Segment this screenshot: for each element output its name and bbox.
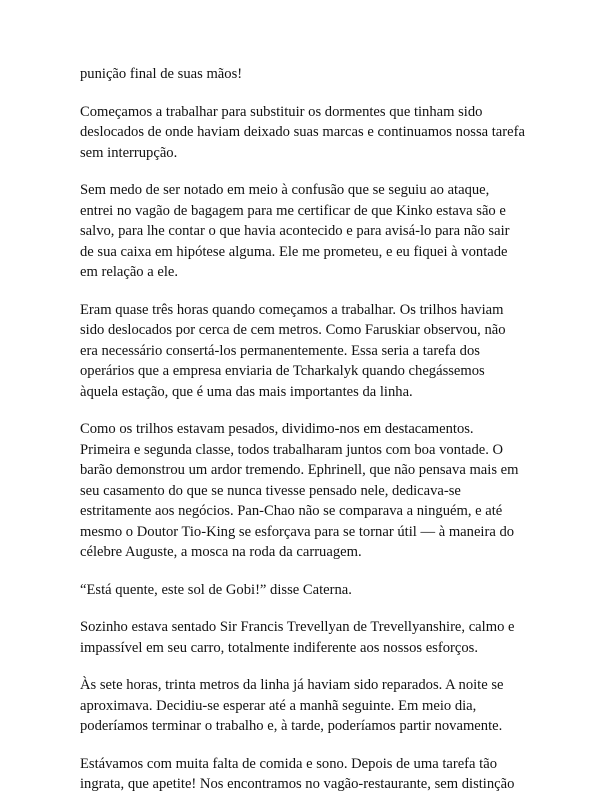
paragraph: Sozinho estava sentado Sir Francis Trevellyan de Trevellyanshire, calmo e impassível em seu carro, totalmente indiferente aos nossos esforços. [80, 619, 515, 656]
paragraph: “Está quente, este sol de Gobi!” disse Caterna. [80, 581, 352, 598]
paragraph: Estávamos com muita falta de comida e sono. Depois de uma tarefa tão ingrata, que apetite! Nos encontramos no vagão-restaurante, sem distinção [80, 755, 515, 792]
paragraph: Começamos a trabalhar para substituir os dormentes que tinham sido deslocados de onde haviam deixado suas marcas e continuamos nossa tarefa sem interrupção. [80, 103, 525, 161]
document-page [80, 64, 540, 812]
paragraph: Como os trilhos estavam pesados, dividimo-nos em destacamentos. Primeira e segunda classe, todos trabalharam juntos com boa vontade. O barão demonstrou um ardor tremendo. Ephrinell, que não pensava mais em seu casamento do que se nunca tivesse pensado nele, dedicava-se estritamente aos negócios. Pan-Chao não se comparava a ninguém, e até mesmo o Doutor Tio-King se esforçava para se tornar útil — à maneira do célebre Auguste, a mosca na roda da carruagem. [80, 421, 519, 560]
paragraph: Às sete horas, trinta metros da linha já haviam sido reparados. A noite se aproximava. Decidiu-se esperar até a manhã seguinte. Em meio dia, poderíamos terminar o trabalho e, à tarde, poderíamos partir novamente. [80, 677, 504, 734]
paragraph: punição final de suas mãos! [80, 66, 243, 82]
paragraph: Sem medo de ser notado em meio à confusão que se seguiu ao ataque, entrei no vagão de bagagem para me certificar de que Kinko estava são e salvo, para lhe contar o que havia acontecido e para avisá-lo para não sair de sua caixa em hipótese alguma. Ele me prometeu, e eu fiquei à vontade em relação a ele. [80, 182, 510, 280]
paragraph: Eram quase três horas quando começamos a trabalhar. Os trilhos haviam sido deslocados por cerca de cem metros. Como Faruskiar observou, não era necessário consertá-los permanentemente. Essa seria a tarefa dos operários que a empresa enviaria de Tcharkalyk quando chegássemos àquela estação, que é uma das mais importantes da linha. [80, 301, 506, 400]
